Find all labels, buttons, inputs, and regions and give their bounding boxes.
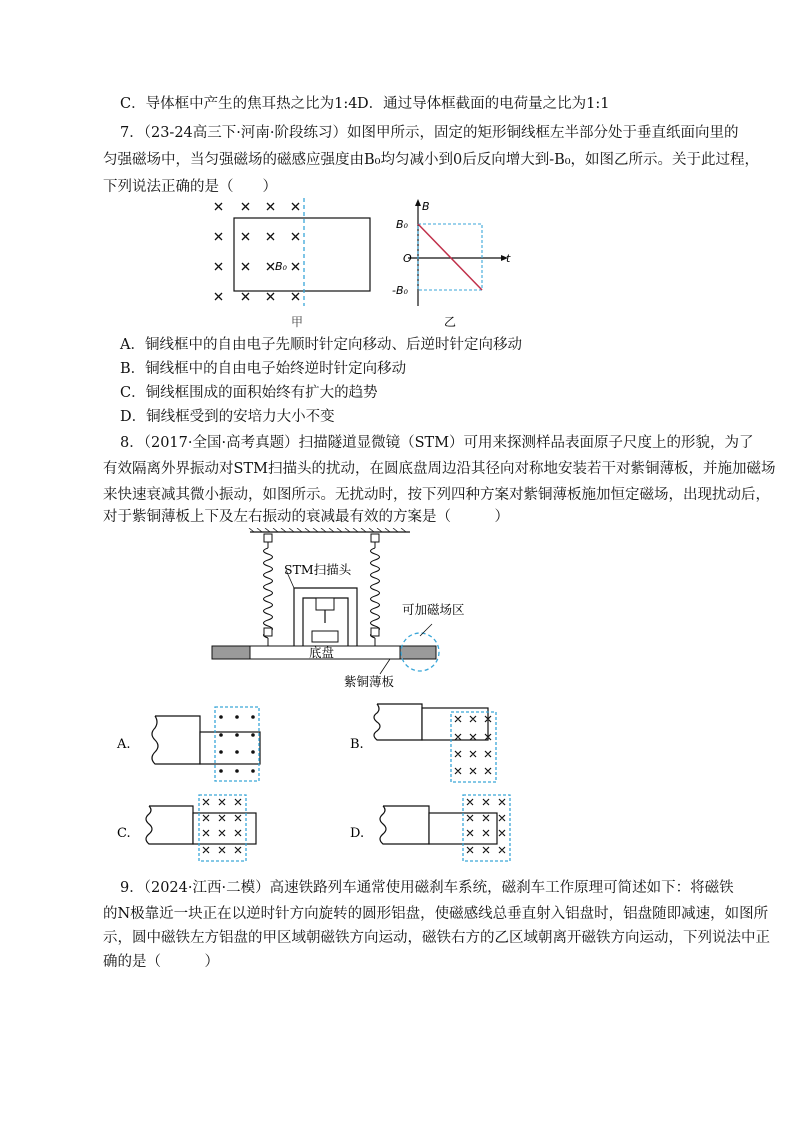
axis-t-label: t bbox=[506, 252, 511, 265]
axis-b-label: B bbox=[422, 200, 430, 213]
plate-c bbox=[146, 806, 193, 844]
q9-stem-line2: 的N极靠近一块正在以逆时针方向旋转的圆形铝盘，使磁感线总垂直射入铝盘时，铝盘随即减速，如图所 bbox=[103, 906, 769, 922]
stm-head-block bbox=[316, 598, 334, 610]
b-axis-arrow bbox=[415, 199, 421, 206]
q9-stem-line4: 确的是（ ） bbox=[103, 954, 219, 970]
q7-stem-line1: 7．（23-24高三下·河南·阶段练习）如图甲所示，固定的矩形铜线框左半部分处于垂直纸面向里的 bbox=[120, 125, 739, 141]
right-spring bbox=[371, 548, 380, 638]
q8-option-d bbox=[345, 793, 515, 868]
option-b-label: B. bbox=[350, 737, 364, 752]
right-copper-plate bbox=[400, 646, 436, 659]
q9-stem-line3: 示，圆中磁铁左方铝盘的甲区域朝磁铁方向运动，磁铁右方的乙区域朝离开磁铁方向运动，下列说法中正 bbox=[103, 930, 770, 946]
b-t-graph-line bbox=[418, 224, 482, 290]
q6-option-c: C．导体框中产生的焦耳热之比为1:4 bbox=[120, 96, 358, 112]
q7-option-b: B．铜线框中的自由电子始终逆时针定向移动 bbox=[120, 361, 407, 377]
plate-label: 紫铜薄板 bbox=[344, 674, 395, 688]
left-spring-top-clip bbox=[264, 534, 272, 542]
option-d-label: D. bbox=[350, 826, 365, 841]
stm-label: STM扫描头 bbox=[284, 562, 352, 577]
field-zone-label: 可加磁场区 bbox=[402, 602, 465, 617]
q7-option-c: C．铜线框围成的面积始终有扩大的趋势 bbox=[120, 385, 378, 401]
q7-figure-jia bbox=[205, 196, 380, 331]
base-label: 底盘 bbox=[309, 645, 335, 660]
option-c-label: C. bbox=[117, 826, 131, 841]
q7-option-d: D．铜线框受到的安培力大小不变 bbox=[120, 409, 335, 425]
tick-origin: O bbox=[403, 252, 412, 265]
tick-b0: B₀ bbox=[396, 218, 408, 231]
q6-option-d: D．通过导体框截面的电荷量之比为1:1 bbox=[357, 96, 610, 112]
q8-stem-line2: 有效隔离外界振动对STM扫描头的扰动，在圆底盘周边沿其径向对称地安装若干对紫铜薄板，并施加磁场 bbox=[103, 461, 776, 477]
field-zone-leader bbox=[420, 624, 432, 636]
caption-yi: 乙 bbox=[444, 315, 457, 329]
field-label: B₀ bbox=[275, 260, 287, 273]
q8-option-a bbox=[115, 705, 275, 785]
plate-b bbox=[374, 704, 422, 740]
q9-stem-line1: 9．（2024·江西·二模）高速铁路列车通常使用磁刹车系统，磁刹车工作原理可简述如下：将磁铁 bbox=[120, 880, 734, 896]
left-spring bbox=[264, 548, 273, 638]
plate-d bbox=[380, 806, 429, 844]
q8-option-c bbox=[115, 793, 275, 868]
plate-leader bbox=[380, 659, 390, 674]
sample-block bbox=[312, 631, 338, 642]
right-spring-bottom-clip bbox=[371, 628, 379, 636]
q8-option-b bbox=[345, 700, 505, 785]
copper-frame bbox=[234, 218, 370, 291]
stm-figure bbox=[210, 528, 480, 688]
q7-stem-line3: 下列说法正确的是（ ） bbox=[103, 179, 277, 195]
q8-stem-line3: 来快速衰减其微小振动，如图所示。无扰动时，按下列四种方案对紫铜薄板施加恒定磁场，出现扰动后， bbox=[103, 487, 770, 503]
left-spring-bottom-clip bbox=[264, 628, 272, 636]
caption-jia: 甲 bbox=[291, 315, 304, 329]
q7-option-a: A．铜线框中的自由电子先顺时针定向移动、后逆时针定向移动 bbox=[120, 337, 522, 353]
plate-a bbox=[152, 716, 200, 764]
tick-minus-b0: -B₀ bbox=[392, 284, 408, 297]
q7-stem-line2: 匀强磁场中，当匀强磁场的磁感应强度由B₀均匀减小到0后反向增大到-B₀，如图乙所示。关于此过程， bbox=[103, 152, 760, 168]
q7-figure-yi bbox=[392, 196, 522, 331]
q8-stem-line4: 对于紫铜薄板上下及左右振动的衰减最有效的方案是（ ） bbox=[103, 509, 509, 525]
q8-stem-line1: 8．（2017·全国·高考真题）扫描隧道显微镜（STM）可用来探测样品表面原子尺度上的形貌，为了 bbox=[120, 435, 754, 451]
option-a-label: A. bbox=[117, 737, 131, 752]
right-spring-top-clip bbox=[371, 534, 379, 542]
